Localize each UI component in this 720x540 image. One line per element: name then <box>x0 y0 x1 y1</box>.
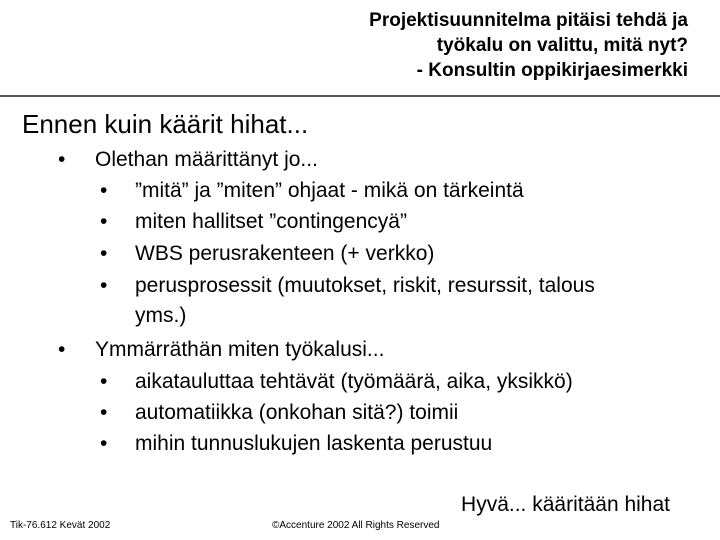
footer-copyright: ©Accenture 2002 All Rights Reserved <box>272 520 440 531</box>
title-line-2: työkalu on valittu, mitä nyt? <box>436 35 688 56</box>
title-line-3: - Konsultin oppikirjaesimerkki <box>416 60 688 81</box>
section-label: Olethan määrittänyt jo... <box>95 148 318 171</box>
bullet-icon: • <box>100 179 108 202</box>
title-line-1: Projektisuunnitelma pitäisi tehdä ja <box>369 10 688 31</box>
bullet-icon: • <box>100 432 108 455</box>
bullet-icon: • <box>100 242 108 265</box>
bullet-icon: • <box>58 338 66 361</box>
closing-remark: Hyvä... kääritään hihat <box>461 493 670 516</box>
list-item-continuation: yms.) <box>135 304 187 327</box>
slide-heading: Ennen kuin käärit hihat... <box>22 109 309 139</box>
title-divider <box>0 95 720 97</box>
list-item: aikatauluttaa tehtävät (työmäärä, aika, yksikkö) <box>135 370 573 393</box>
bullet-icon: • <box>58 148 66 171</box>
bullet-icon: • <box>100 370 108 393</box>
bullet-icon: • <box>100 210 108 233</box>
list-item: mihin tunnuslukujen laskenta perustuu <box>135 432 493 455</box>
bullet-icon: • <box>100 401 108 424</box>
section-label: Ymmärräthän miten työkalusi... <box>95 338 385 361</box>
list-item: ”mitä” ja ”miten” ohjaat - mikä on tärkeintä <box>135 179 524 202</box>
list-item: WBS perusrakenteen (+ verkko) <box>135 242 435 265</box>
slide-title <box>128 8 688 83</box>
list-item: miten hallitset ”contingencyä” <box>135 210 407 233</box>
bullet-icon: • <box>100 274 108 297</box>
list-item: perusprosessit (muutokset, riskit, resurssit, talous <box>135 274 595 297</box>
list-item: automatiikka (onkohan sitä?) toimii <box>135 401 459 424</box>
footer-course: Tik-76.612 Kevät 2002 <box>10 520 111 531</box>
